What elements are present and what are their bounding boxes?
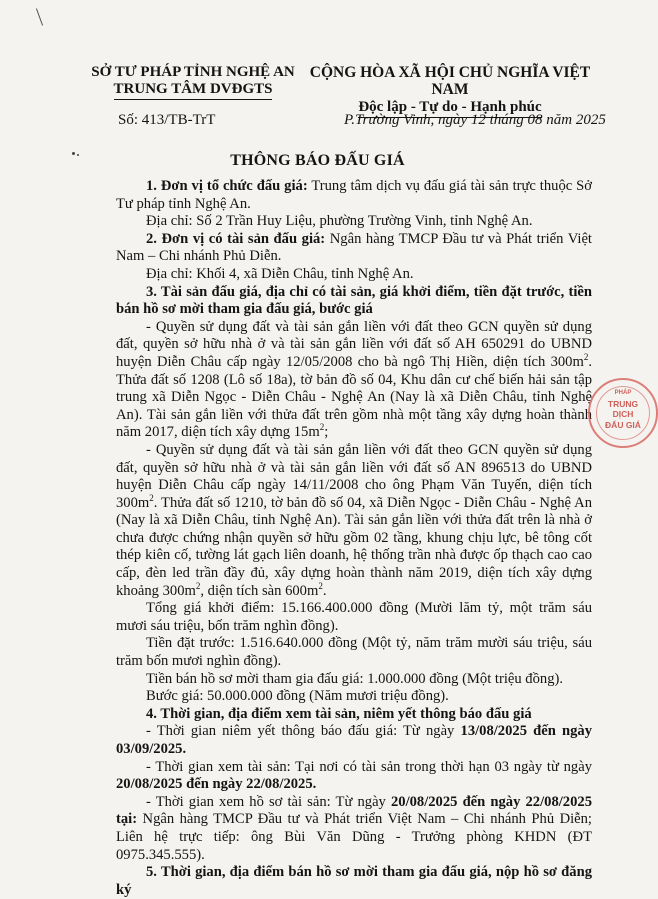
document-number: Số: 413/TB-TrT — [118, 112, 216, 128]
posting-dates: 13/08/2025 đến ngày 03/09/2025. — [116, 723, 593, 757]
dossier-text: - Thời gian xem hồ sơ tài sản: Từ ngày — [146, 793, 391, 810]
document-dateline: P.Trường Vinh, ngày 12 tháng 08 năm 2025 — [344, 112, 606, 128]
red-seal-stamp — [588, 378, 658, 448]
stamp-text: ĐẤU GIÁ — [605, 420, 641, 430]
section-1-address: Địa chỉ: Số 2 Trần Huy Liệu, phường Trường Vinh, tỉnh Nghệ An. — [146, 213, 533, 230]
issuer-department: SỞ TƯ PHÁP TỈNH NGHỆ AN — [91, 64, 295, 80]
document-title: THÔNG BÁO ĐẤU GIÁ — [230, 152, 405, 169]
start-price: Tổng giá khởi điểm: 15.166.400.000 đồng (Mười lăm tỷ, một trăm sáu mươi sáu triệu, bốn trăm nghìn đồng). — [116, 600, 592, 634]
asset-1-text: ; — [324, 424, 329, 441]
document-body — [116, 178, 592, 899]
posting-period — [116, 723, 592, 758]
asset-2-text: . — [322, 582, 327, 599]
issuer-header — [88, 64, 298, 100]
stamp-text: DỊCH — [612, 409, 634, 419]
asset-2-text: , diện tích sàn 600m — [200, 582, 319, 599]
bid-step: Bước giá: 50.000.000 đồng (Năm mươi triệu đồng). — [146, 688, 449, 705]
superscript: 2 — [319, 422, 325, 433]
viewing-period — [116, 759, 592, 794]
section-2-address: Địa chỉ: Khối 4, xã Diễn Châu, tỉnh Nghệ An. — [146, 265, 414, 282]
national-motto: Độc lập - Tự do - Hạnh phúc — [358, 99, 541, 118]
posting-text: - Thời gian niêm yết thông báo đấu giá: Từ ngày — [146, 723, 461, 740]
deposit: Tiền đặt trước: 1.516.640.000 đồng (Một tỷ, năm trăm mười sáu triệu, sáu trăm bốn mươi nghìn đồng). — [116, 635, 592, 670]
section-2-heading: 2. Đơn vị có tài sản đấu giá: — [146, 230, 326, 247]
asset-2-text: - Quyền sử dụng đất và tài sản gắn liền với đất theo GCN quyền sử dụng đất, quyền sở hữu nhà ở và tài sản gắn liền với đất số AN 896513 do UBND huyện Diễn Châu cấp ngày 14/11/2008 cho ông Phạm Văn Tuyến, diện tích 300m — [116, 441, 592, 511]
section-5-heading: 5. Thời gian, địa điểm bán hồ sơ mời tham gia đấu giá, nộp hồ sơ đăng ký — [116, 864, 592, 898]
superscript: 2 — [195, 580, 201, 591]
scan-mark — [36, 8, 43, 25]
asset-2 — [116, 442, 592, 600]
superscript: 2 — [149, 492, 154, 503]
asset-1-text: - Quyền sử dụng đất và tài sản gắn liền với đất theo GCN quyền sử dụng đất, quyền sở hữu nhà ở và tài sản gắn liền với đất số AH 650291 do UBND huyện Diễn Châu cấp ngày 12/05/2008 cho bà ngô Thị Hiền, diện tích 300m — [116, 318, 592, 370]
stamp-text: TRUNG — [607, 399, 639, 409]
stamp-ring — [596, 386, 650, 440]
section-1-text: Trung tâm dịch vụ đấu giá tài sản trực thuộc Sở Tư pháp tỉnh Nghệ An. — [116, 178, 592, 212]
asset-1 — [116, 319, 592, 442]
section-3-heading: 3. Tài sản đấu giá, địa chỉ có tài sản, giá khởi điểm, tiền đặt trước, tiền bán hồ sơ mời tham gia đấu giá, bước giá — [116, 283, 592, 318]
stamp-text: PHÁP — [614, 390, 632, 396]
superscript: 2 — [583, 352, 589, 363]
section-1 — [116, 178, 592, 213]
superscript: 2 — [318, 580, 323, 591]
national-header — [300, 64, 600, 118]
dossier-viewing — [116, 794, 592, 864]
dossier-contact: Ngân hàng TMCP Đầu tư và Phát triển Việt Nam – Chi nhánh Phủ Diễn; Liên hệ trực tiếp: ông Bùi Văn Dũng - Trưởng phòng KHDN (ĐT 0975.345.555). — [116, 811, 592, 863]
viewing-text: - Thời gian xem tài sản: Tại nơi có tài sản trong thời hạn 03 ngày từ ngày — [146, 758, 592, 775]
issuer-center: TRUNG TÂM DVĐGTS — [114, 81, 273, 100]
national-title: CỘNG HÒA XÃ HỘI CHỦ NGHĨA VIỆT NAM — [309, 64, 591, 98]
section-4-heading: 4. Thời gian, địa điểm xem tài sản, niêm yết thông báo đấu giá — [146, 705, 532, 722]
viewing-dates: 20/08/2025 đến ngày 22/08/2025. — [116, 776, 317, 793]
section-1-heading: 1. Đơn vị tổ chức đấu giá: — [146, 178, 308, 194]
dossier-fee: Tiền bán hồ sơ mời tham gia đấu giá: 1.000.000 đồng (Một triệu đồng). — [146, 670, 563, 687]
asset-2-text: . Thửa đất số 1210, tờ bản đồ số 04, xã Diễn Ngọc - Diễn Châu - Nghệ An (Nay là xã Diễn Châu, tỉnh Nghệ An). Tài sản gắn liền với thửa đất trên là nhà ở chưa được chứng nhận quyền sở hữu gồm 02 tầng, khung chịu lực, bê tông cốt thép kiên cố, tường lát gạch liên doanh, hệ thống trần nhà được ốp thạch cao cao cấp, đèn led trần đầy đủ, xây dựng hoàn thành năm 2019, diện tích xây dựng khoảng 300m — [116, 494, 592, 599]
section-2-text: Ngân hàng TMCP Đầu tư và Phát triển Việt Nam – Chi nhánh Phủ Diễn. — [116, 230, 592, 265]
dossier-dates: 20/08/2025 đến ngày 22/08/2025 tại: — [116, 793, 592, 828]
asset-1-text: . Thửa đất số 1208 (Lô số 18a), tờ bản đồ số 04, Khu dân cư chế biến hải sản tập trung xã Diễn Ngọc - Diễn Châu - Nghệ An (Nay là xã Diễn Châu, tỉnh Nghệ An). Tài sản gắn liền với thửa đất trên gồm nhà một tầng xây dựng hoàn thành năm 2017, diện tích xây dựng 15m — [116, 353, 592, 441]
section-2 — [116, 231, 592, 266]
